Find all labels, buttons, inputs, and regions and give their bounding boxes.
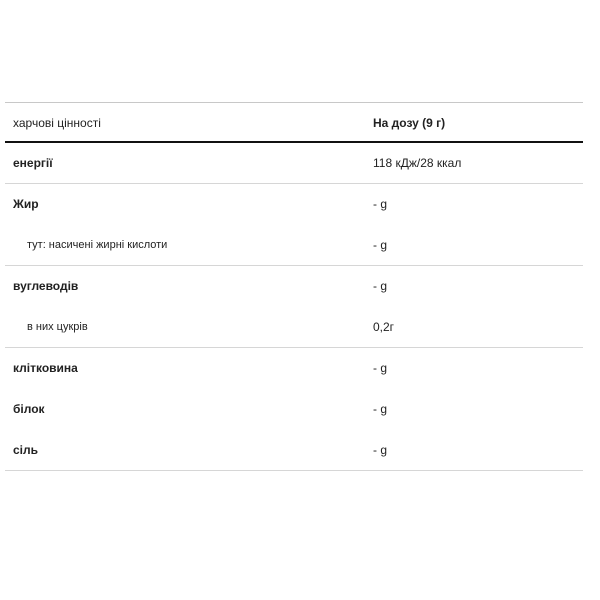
row-value: - g: [373, 402, 388, 416]
table-row-energy: [5, 143, 583, 184]
row-name: тут: насичені жирні кислоти: [27, 239, 168, 251]
row-value: 118 кДж/28 ккал: [373, 156, 462, 170]
row-value: - g: [373, 279, 388, 293]
table-row-fat: [5, 184, 583, 225]
table-row-salt: [5, 430, 583, 471]
header-value-label: На дозу (9 г): [373, 116, 446, 130]
row-name: сіль: [13, 443, 39, 457]
header-name-label: харчові цінності: [13, 116, 101, 130]
row-value: - g: [373, 443, 388, 457]
table-row-sugars: [5, 307, 583, 348]
table-header-row: [5, 102, 583, 143]
row-name: Жир: [13, 197, 39, 211]
row-value: 0,2г: [373, 320, 395, 334]
table-row-fiber: [5, 348, 583, 389]
table-row-protein: [5, 389, 583, 430]
row-name: енергії: [13, 156, 53, 170]
row-value: - g: [373, 361, 388, 375]
row-value: - g: [373, 197, 388, 211]
row-name: клітковина: [13, 361, 78, 375]
row-name: білок: [13, 402, 45, 416]
table-row-saturated-fat: [5, 225, 583, 266]
row-name: вуглеводів: [13, 279, 79, 293]
table-row-carbohydrates: [5, 266, 583, 307]
nutrition-table: [5, 102, 583, 471]
row-value: - g: [373, 238, 388, 252]
row-name: в них цукрів: [27, 321, 88, 333]
